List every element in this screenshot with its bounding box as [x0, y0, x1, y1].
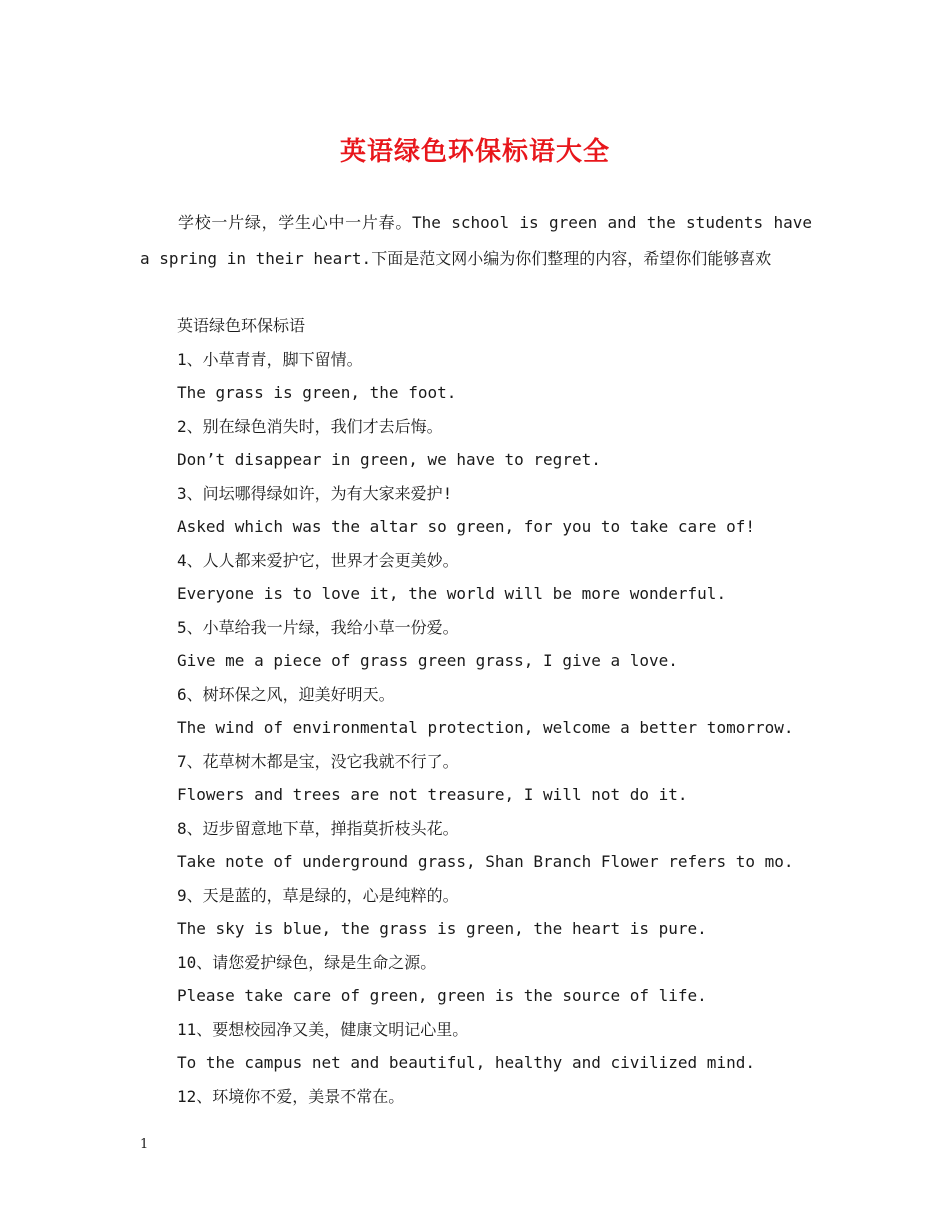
- slogan-en: The grass is green, the foot.: [177, 383, 457, 402]
- slogan-zh: 9、天是蓝的，草是绿的，心是纯粹的。: [177, 885, 459, 905]
- slogan-zh: 8、迈步留意地下草，掸指莫折枝头花。: [177, 818, 459, 838]
- slogan-zh: 6、树环保之风，迎美好明天。: [177, 684, 395, 704]
- slogan-en: Asked which was the altar so green, for you to take care of!: [177, 517, 755, 536]
- slogan-en: To the campus net and beautiful, healthy and civilized mind.: [177, 1053, 755, 1072]
- slogan-zh: 1、小草青青，脚下留情。: [177, 349, 363, 369]
- section-heading: 英语绿色环保标语: [177, 316, 306, 335]
- slogan-zh: 7、花草树木都是宝，没它我就不行了。: [177, 751, 459, 771]
- intro-paragraph: 学校一片绿，学生心中一片春。The school is green and the students have a spring in their heart.下面是范文网小编为你们整理的内容，希望你们能够喜欢: [140, 213, 812, 268]
- page-number: 1: [140, 1137, 149, 1152]
- slogan-en: Flowers and trees are not treasure, I will not do it.: [177, 785, 688, 804]
- slogan-en: Give me a piece of grass green grass, I give a love.: [177, 651, 678, 670]
- slogan-en: Please take care of green, green is the source of life.: [177, 986, 707, 1005]
- slogan-zh: 2、别在绿色消失时，我们才去后悔。: [177, 416, 443, 436]
- slogan-en: Take note of underground grass, Shan Branch Flower refers to mo.: [177, 852, 794, 871]
- slogan-zh: 3、问坛哪得绿如许，为有大家来爱护!: [177, 483, 453, 503]
- slogan-en: The wind of environmental protection, welcome a better tomorrow.: [177, 718, 794, 737]
- slogan-en: Everyone is to love it, the world will be more wonderful.: [177, 584, 727, 603]
- slogan-en: Don’t disappear in green, we have to regret.: [177, 450, 601, 469]
- slogan-zh: 5、小草给我一片绿，我给小草一份爱。: [177, 617, 459, 637]
- page-title: 英语绿色环保标语大全: [339, 137, 610, 167]
- slogan-zh: 12、环境你不爱，美景不常在。: [177, 1086, 405, 1106]
- slogan-list: [177, 309, 817, 1113]
- slogan-zh: 10、请您爱护绿色，绿是生命之源。: [177, 952, 437, 972]
- slogan-zh: 4、人人都来爱护它，世界才会更美妙。: [177, 550, 459, 570]
- slogan-en: The sky is blue, the grass is green, the heart is pure.: [177, 919, 707, 938]
- slogan-zh: 11、要想校园净又美，健康文明记心里。: [177, 1019, 469, 1039]
